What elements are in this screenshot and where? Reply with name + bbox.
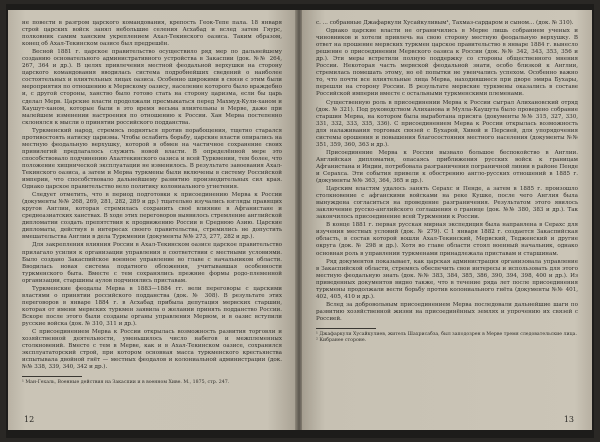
left-page-text [22, 20, 282, 371]
right-page [302, 10, 592, 430]
paragraph: с. ... собранные Джафаркули Хусайкуливым¹, Тахмаз-сардаром и сыном... (док. № 310). [316, 20, 574, 26]
paragraph: не повести в разгром царского командования, крепость Геок-Тепе пала. 18 января строй царских войск занял небольшие селения Асхабад и вслед затем Гяурс, полковник самим ханским укреплением Ахал-Текинского оазиса. Таким образом, конец об Ахал-Текинском оазисе был предрешён. [22, 20, 282, 48]
footnote-divider [316, 328, 376, 329]
footnote: ¹ Джафаркули Хусайкулиев, житель Шахрисабза, был заподозрен в Мерве тремя следовательские лица. [316, 331, 577, 337]
paragraph: Ряд документов показывает, как царская администрация организовала управление в Закаспийской области, стремясь обеспечить свои интересы и использовать для этого местную феодальную знать (док. №№ 383, 384, 385, 386, 390, 394, 398, 400 и др.). Из приведенных документов видно также, что в течение ряда лет после присоединения туркмены продолжали вести борьбу против колониального гнёта (документы №№ 401, 402, 405, 410 и др.). [316, 258, 578, 300]
paragraph: Присоединение Мерва к России вызвало большое беспокойство в Англии. Английская дипломатия, опасаясь приближения русских войск к границам Афганистана и Индии, потребовала разграничения пограничной линии в районе Пенде и Серахса. Эти события привели к обострению англо-русских отношений в 1885 г. (документы №№ 363, 364, 365 и др.). [316, 149, 578, 185]
left-page [8, 10, 296, 430]
paragraph: Для закрепления влияния России в Ахал-Текинском оазисе царское правительство прилагало усилия к организации управления в соответствии с местными условиями. Было создано Закаспийское военное управление во главе с начальником области. Вводилась новая система податного обложения, учитывавшая особенности туркменского быта. Вместе с тем сохранялись прежние формы родо-племенной организации, старшины аулов подчинялись приставам. [22, 242, 282, 284]
open-book [6, 4, 594, 438]
footnote-divider [22, 376, 82, 377]
paragraph: В конце 1881 г. первая русская мирная экспедиция была направлена в Серахс для изучения местных условий (док. № 279). С 1 января 1882 г. создается Закаспийская область, в состав которой вошли Ахал-Текинский, Мервский, Тедженский и другие округа (док. № 298 и др.). Хотя во главе области стоял военный начальник, однако основная роль в управлении туркменами принадлежала приставам и старшинам. [316, 222, 578, 257]
paragraph: Следует отметить, что в период подготовки к присоединению Мерва к России (документы №№ 268, 269, 281, 282, 289 и др.) тщательно изучались взгляды правящих кругов Англии, которая стремилась сохранить своё влияние в Афганистане и среднеазиатских ханствах. В ходе этих переговоров выявилось стремление английской дипломатии создать препятствия к продвижению России в Среднюю Азию. Царские дипломаты, действуя в интересах своего правительства, стремились не допустить вмешательства Англии в дела Туркмении (документы №№ 273, 277, 282 и др.). [22, 192, 282, 241]
page-number: 12 [24, 415, 35, 424]
paragraph: Однако царские власти не ограничились в Мерве лишь собранием ученых и чиновников и хотели привлечь на свою сторону местную феодальную верхушку. В ответ на прошение мервских туркмен царское правительство в январе 1884 г. вынесло решение о присоединении Мервского оазиса к России (док. №№ 342, 343, 353, 356 и др.). Эти меры встретили полную поддержку со стороны общественного мнения России. Некоторая часть мервской феодальной знати, особо близкой к Англии, стремилась помешать этому, но её попытки не увенчались успехом. Особенно важно то, что почти все влиятельные лица Мерва, находившиеся при дворе эмира Бухары, перешли на сторону России. В результате мервские туркмены оказались в составе Российской империи вместе с остальными туркменскими племенами. [316, 28, 578, 98]
paragraph: Туркменский народ, стремясь подняться против порабощения, тщетно старался противостоять натиску царизма. Чтобы ослабить борьбу, царские власти опирались на местную феодальную верхушку, которой в обмен на частичное сохранение своих привилегий предлагалось служить новой власти. В определённой мере это способствовало подчинению Ахалтекинского оазиса и всей Туркмении, тем более, что положение хищнической эксплуатации не изменилось. В результате завоевания Ахал-Текинского оазиса, а затем и Мерва туркмены были включены в систему Российской империи, что способствовало дальнейшему развитию производительных сил края. Однако царское правительство вело политику колониального угнетения. [22, 127, 282, 191]
right-page-text [316, 20, 578, 323]
paragraph: С присоединением Мерва к России открылась возможность развития торговли и хозяйственной деятельности, уменьшилось число набегов и межплеменных столкновений. Вместе с тем в Мерве, как и в Ахал-Текинском оазисе, сохранился эксплуататорский строй, при котором основная масса туркменского крестьянства испытывала двойной гнёт — местных феодалов и колониальной администрации (док. №№ 338, 339, 340, 342 и др.). [22, 329, 282, 371]
page-number: 13 [563, 415, 574, 424]
paragraph: Туркменские феодалы Мерва в 1883—1884 гг. вели переговоры с царскими властями о принятии российского подданства (док. № 308). В результате этих переговоров в январе 1884 г. в Асхабад прибыла депутация мервских старшин, которая от имени мервских туркмен заявила о желании принять подданство России. Вскоре после этого были созданы органы управления Мервом, и в оазис вступили русские войска (док. № 310, 311 и др.). [22, 285, 282, 327]
footnote: ² Кибранее стороне. [316, 337, 367, 343]
paragraph: Весной 1881 г. царское правительство осуществило ряд мер по дальнейшему созданию основательного административного устройства в Закаспии (док. №№ 264, 267, 364 и др.). В целях привлечения местной феодальной верхушки на сторону царского командования вводилась система подробнейших сведений о наиболее состоятельных и влиятельных лицах оазиса. Особенно широкими в связи с этим были мероприятия по отношению к Мервскому оазису, население которого было враждебно и, с другой стороны, ханство было готово стать на сторону царизма, если бы царь сделал Мерв. Царские власти продолжали пресмыкаться перед Махмуд-Кули-ханом и Каушут-ханом, которые были в это время весьма влиятельны в Мерве, даже при малейшем изменении настроения по отношению к России. Хан Мерва постепенно склонялся к мысли о принятии российского подданства. [22, 49, 282, 126]
paragraph: Вслед за добровольным присоединением Мерва последовали дальнейшие шаги по развитию хозяйственной жизни на присоединённых землях и упрочению их связей с Россией. [316, 301, 578, 322]
paragraph: Существенную роль в присоединении Мерва к России сыграл Алихановский отряд (док. № 321). Под руководством Алиханова и Мулла-Каушута было проведено собрание старшин Мерва, на котором была выработана присяга (документы №№ 315, 327, 330, 331, 332, 333, 335, 336). С присоединением Мерва к России открылась возможность для налаживания торговых связей с Бухарой, Хивой и Персией, для упорядочения системы орошения и повышения благосостояния местного населения (документы №№ 351, 359, 360, 363 и др.). [316, 99, 578, 148]
footnote: ¹ Ман-Гехаль, Военные действия на Закаспии и в военном Хиве. М., 1875, стр. 247. [22, 380, 230, 386]
paragraph: Царским властям удалось занять Серахс и Пенде, а затем в 1885 г. произошло столкновение с афганскими войсками на реке Кушке, после чего Англия была вынуждена согласиться на проведение разграничения. Результатом этого явилось заключение русско-английского соглашения о границе (док. №№ 380, 383 и др.). Так закончилось присоединение всей Туркмении к России. [316, 186, 578, 221]
